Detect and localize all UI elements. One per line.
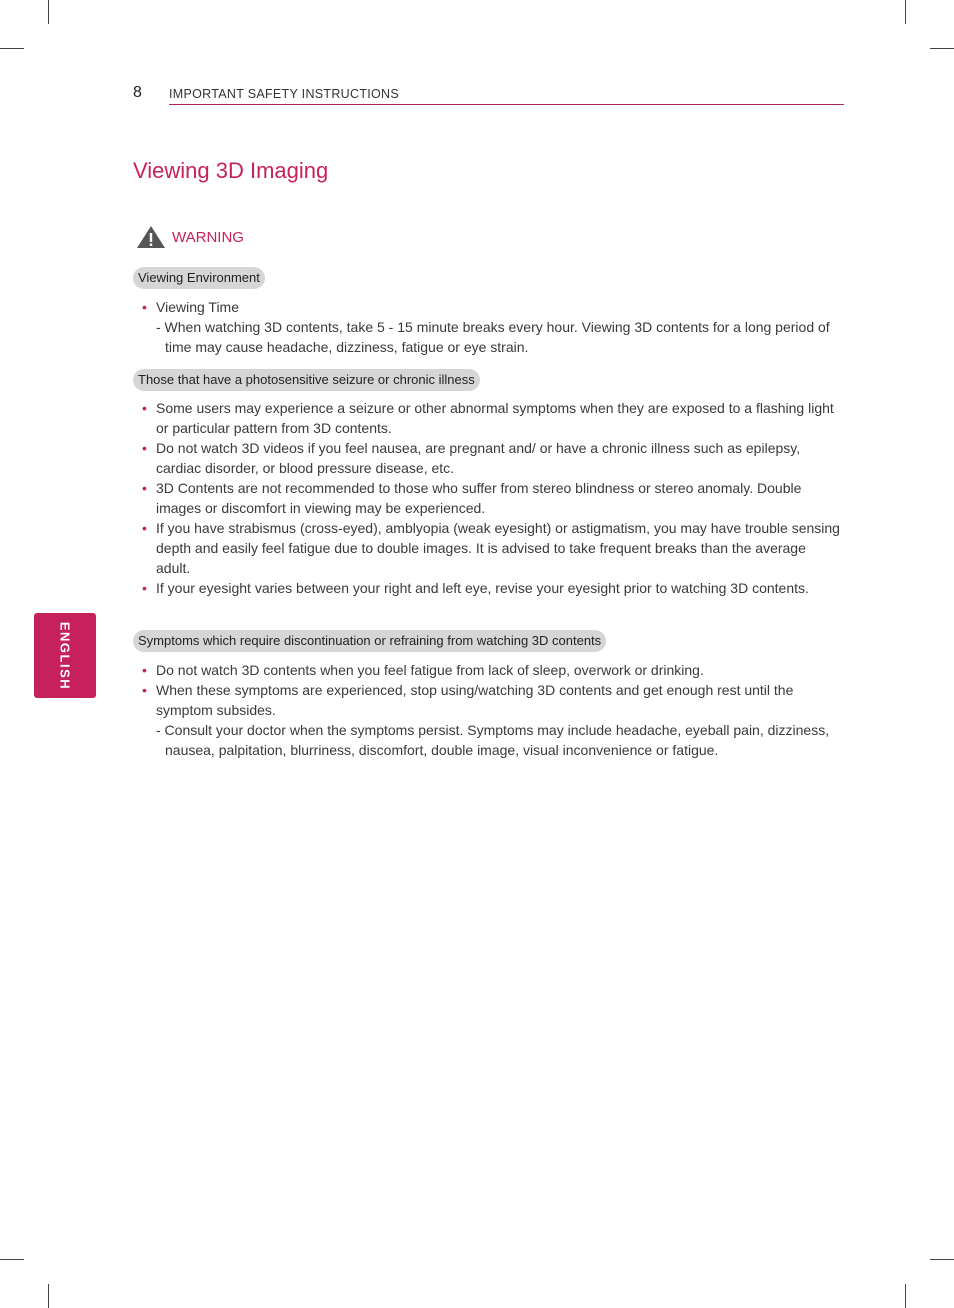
bullet: • [142,480,147,496]
crop-mark [48,1284,49,1308]
bullet: • [142,682,147,698]
bullet: • [142,400,147,416]
warning-triangle-icon [136,225,166,249]
list-item [142,438,842,478]
list-item-text: 3D Contents are not recommended to those who suffer from stereo blindness or stereo anomaly. Double images or discomfort in viewing may be experienced. [156,480,802,516]
crop-mark [48,0,49,24]
list-item-text: Viewing Time [156,299,240,315]
list-item-subtext: - Consult your doctor when the symptoms persist. Symptoms may include headache, eyeball pain, dizziness, nausea, palpitation, blurriness, discomfort, double image, visual inconvenience or fatigue. [156,722,830,758]
warning-text: WARNING [172,228,244,246]
bullet: • [142,580,147,596]
warning-label [136,224,244,250]
list-item-text: When these symptoms are experienced, stop using/watching 3D contents and get enough rest until the symptom subsides. [156,682,794,718]
crop-mark [930,48,954,49]
section-heading-photosensitive: Those that have a photosensitive seizure or chronic illness [133,369,480,391]
bullet: • [142,520,147,536]
crop-mark [905,0,906,24]
list-item [142,660,842,680]
list-item-text: Do not watch 3D contents when you feel fatigue from lack of sleep, overwork or drinking. [156,662,704,678]
crop-mark [0,48,24,49]
page-number: 8 [133,84,142,101]
section-heading-viewing-environment: Viewing Environment [133,267,265,289]
bullet: • [142,662,147,678]
bullet: • [142,299,147,315]
running-header: IMPORTANT SAFETY INSTRUCTIONS [169,87,400,101]
page-title: Viewing 3D Imaging [133,158,329,183]
photosensitive-list [142,398,842,598]
list-item [142,518,842,578]
header-rule [169,104,844,105]
list-item [142,478,842,518]
list-item [142,398,842,438]
symptoms-list [142,660,842,760]
list-item [142,578,842,598]
list-item-text: If you have strabismus (cross-eyed), amblyopia (weak eyesight) or astigmatism, you may have trouble sensing depth and easily feel fatigue due to double images. It is advised to take frequent breaks than the average adult. [156,520,840,576]
crop-mark [930,1259,954,1260]
list-item-text: Do not watch 3D videos if you feel nausea, are pregnant and/ or have a chronic illness such as epilepsy, cardiac disorder, or blood pressure disease, etc. [156,440,801,476]
bullet: • [142,440,147,456]
list-item [142,297,842,357]
language-side-tab [34,613,96,698]
list-item-text: Some users may experience a seizure or other abnormal symptoms when they are exposed to a flashing light or particular pattern from 3D contents. [156,400,834,436]
list-item-text: If your eyesight varies between your right and left eye, revise your eyesight prior to watching 3D contents. [156,580,809,596]
list-item-subtext: - When watching 3D contents, take 5 - 15 minute breaks every hour. Viewing 3D contents for a long period of time may cause headache, dizziness, fatigue or eye strain. [156,319,830,355]
crop-mark [905,1284,906,1308]
crop-mark [0,1259,24,1260]
list-item [142,680,842,760]
viewing-environment-list [142,297,842,357]
language-label: ENGLISH [57,621,73,690]
section-heading-symptoms: Symptoms which require discontinuation or refraining from watching 3D contents [133,630,606,652]
